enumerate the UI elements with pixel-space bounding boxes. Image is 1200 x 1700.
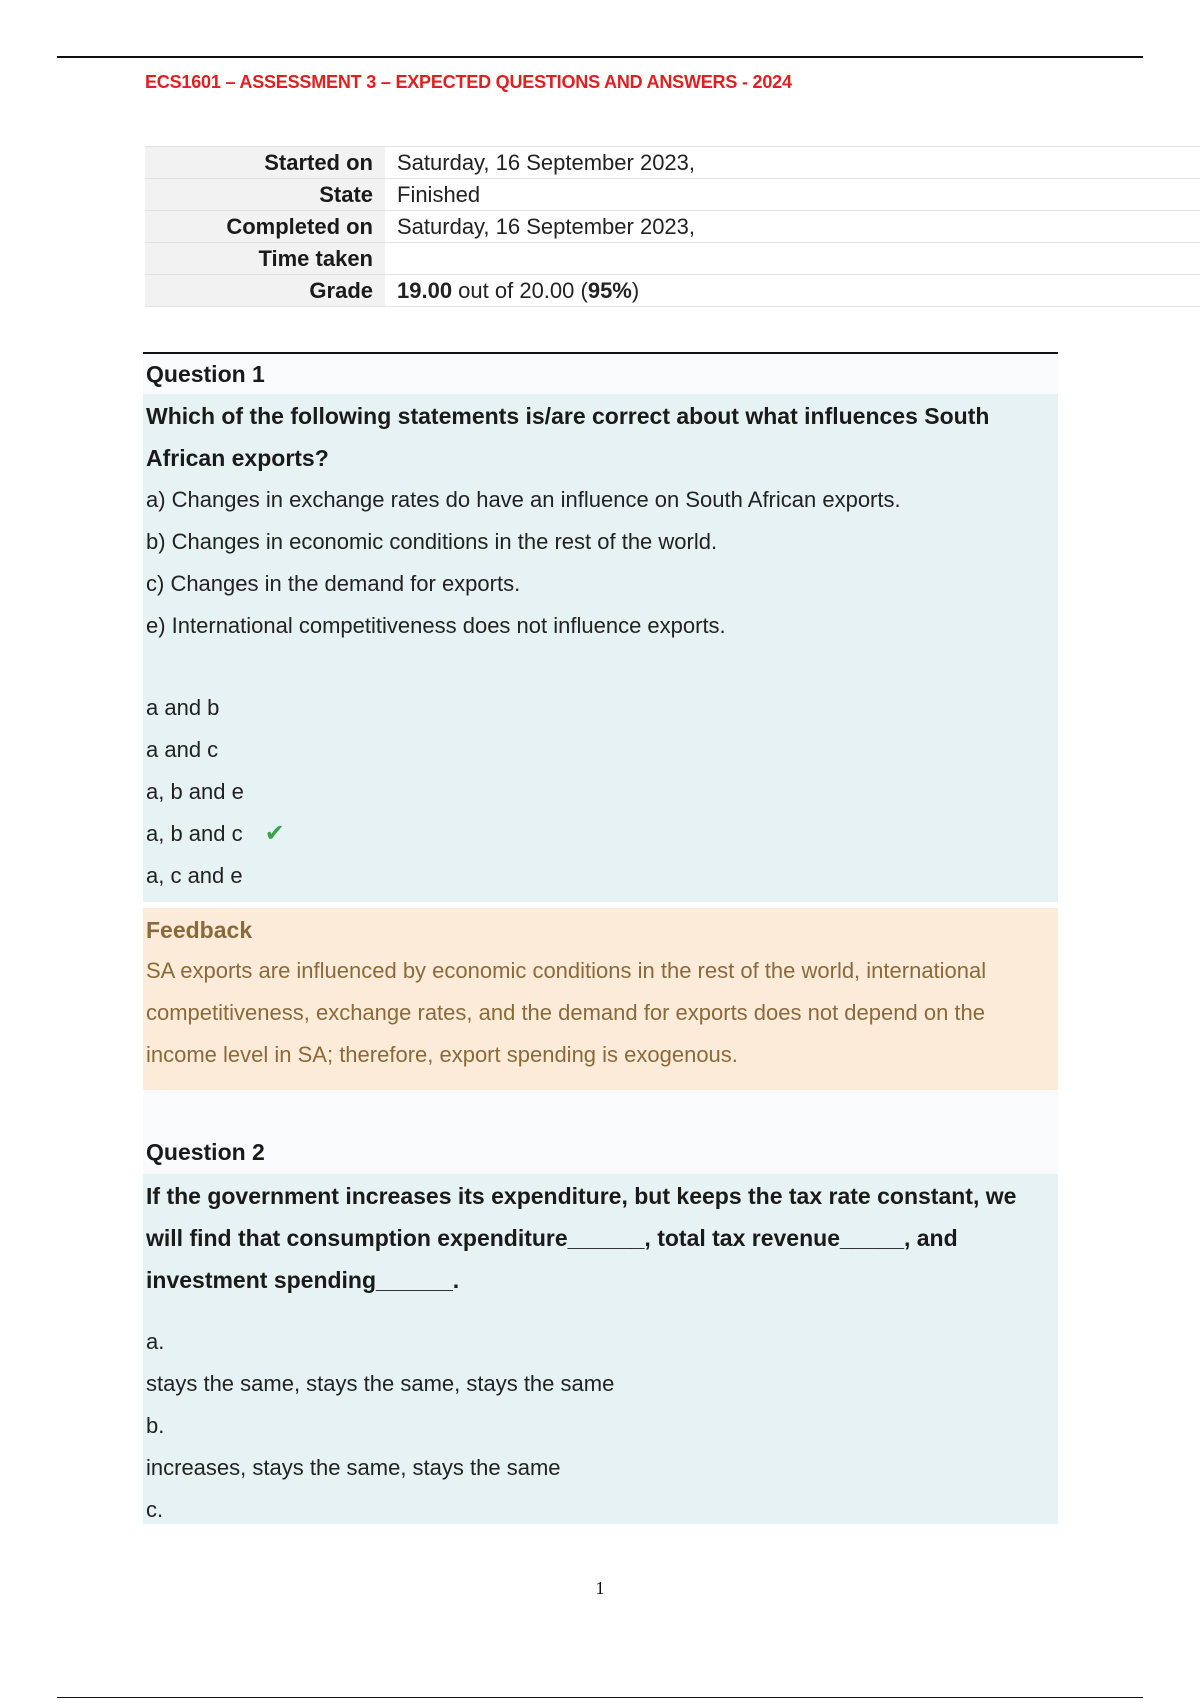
summary-label: Grade <box>145 275 385 307</box>
summary-label: Completed on <box>145 211 385 243</box>
summary-label: Time taken <box>145 243 385 275</box>
answer-option-label: a and c <box>146 737 219 762</box>
bottom-rule <box>57 1697 1143 1698</box>
page-number: 1 <box>595 1578 605 1598</box>
grade-value <box>385 275 1200 307</box>
answer-option[interactable] <box>146 771 1058 813</box>
feedback-text: SA exports are influenced by economic conditions in the rest of the world, international competitiveness, exchange rates, and the demand for exports does not depend on the income level in SA; therefore, export spending is exogenous. <box>146 958 987 1067</box>
feedback-title: Feedback <box>146 917 253 943</box>
summary-row-grade <box>145 275 1200 307</box>
question-2-body <box>143 1174 1058 1524</box>
statement-e: e) International competitiveness does not influence exports. <box>146 613 726 638</box>
top-rule <box>57 56 1143 58</box>
answer-option-label: a, b and c <box>146 821 243 846</box>
answer-option-correct[interactable] <box>146 813 1058 855</box>
answer-option[interactable]: stays the same, stays the same, stays the same <box>146 1371 615 1396</box>
summary-row-time-taken <box>145 243 1200 275</box>
question-spacer <box>143 1090 1058 1130</box>
feedback-panel <box>143 908 1058 1090</box>
grade-out-of: out of 20.00 ( <box>452 277 588 303</box>
statement-b: b) Changes in economic conditions in the rest of the world. <box>146 529 718 554</box>
grade-percent: 95% <box>587 277 632 303</box>
answer-option-letter: c. <box>146 1497 164 1522</box>
grade-close: ) <box>631 277 640 303</box>
summary-value: Saturday, 16 September 2023, <box>385 147 1200 179</box>
question-1-body <box>143 394 1058 902</box>
question-1-text: Which of the following statements is/are correct about what influences South African exports? <box>146 403 990 471</box>
grade-score: 19.00 <box>397 277 453 303</box>
answer-option-label: a, b and e <box>146 779 244 804</box>
summary-label: Started on <box>145 147 385 179</box>
statement-a: a) Changes in exchange rates do have an influence on South African exports. <box>146 487 901 512</box>
statement-c: c) Changes in the demand for exports. <box>146 571 521 596</box>
summary-value: Finished <box>385 179 1200 211</box>
question-2-text: If the government increases its expenditure, but keeps the tax rate constant, we will find that consumption expenditure______, total tax revenue_____, and investment spending______. <box>146 1183 1017 1293</box>
checkmark-icon: ✔ <box>264 820 285 847</box>
document-title: ECS1601 – ASSESSMENT 3 – EXPECTED QUESTIONS AND ANSWERS - 2024 <box>145 72 792 92</box>
summary-label: State <box>145 179 385 211</box>
question-1-heading: Question 1 <box>143 354 1058 394</box>
answer-option[interactable]: increases, stays the same, stays the same <box>146 1455 561 1480</box>
summary-value <box>385 243 1200 275</box>
answer-option-label: a, c and e <box>146 863 243 888</box>
answer-option[interactable] <box>146 855 1058 897</box>
summary-row-completed <box>145 211 1200 243</box>
attempt-summary-table <box>145 146 1200 307</box>
answer-option-label: a and b <box>146 695 220 720</box>
answer-option[interactable] <box>146 729 1058 771</box>
summary-value: Saturday, 16 September 2023, <box>385 211 1200 243</box>
answer-option-letter: b. <box>146 1413 165 1438</box>
summary-row-state <box>145 179 1200 211</box>
question-2-heading: Question 2 <box>143 1130 1058 1174</box>
summary-row-started <box>145 147 1200 179</box>
answer-option[interactable] <box>146 687 1058 729</box>
answer-option-letter: a. <box>146 1329 165 1354</box>
